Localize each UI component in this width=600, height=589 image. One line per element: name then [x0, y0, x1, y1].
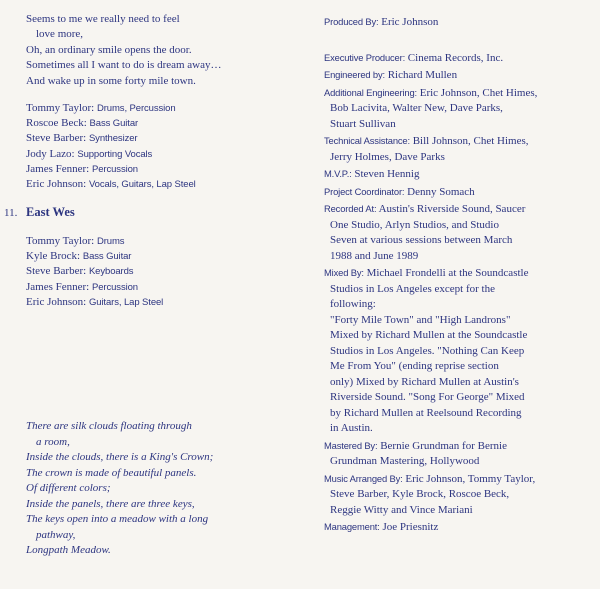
lyrics-excerpt: [26, 12, 316, 89]
musician-name: Eric Johnson:: [26, 295, 87, 308]
credit-value: Austin's Riverside Sound, Saucer: [378, 203, 526, 215]
musician-credits-track-11: [26, 234, 316, 310]
credit-label: Recorded At:: [324, 203, 377, 214]
credit-value: Bill Johnson, Chet Himes,: [412, 135, 529, 147]
credit-music-arranged-by: [324, 471, 594, 519]
musician-name: Tommy Taylor:: [26, 235, 95, 247]
credit-project-coordinator: [324, 184, 594, 201]
poem-line: Of different colors;: [26, 482, 111, 494]
credit-value: Riverside Sound. "Song For George" Mixed: [330, 391, 525, 403]
credit-value: Steve Barber, Kyle Brock, Roscoe Beck,: [330, 488, 510, 500]
credit-value: Studios in Los Angeles except for the: [330, 282, 495, 295]
musician-name: Jody Lazo:: [26, 147, 75, 160]
credit-value: Joe Priesnitz: [382, 521, 439, 533]
credit-value: Stuart Sullivan: [330, 117, 396, 130]
musician-role: Drums: [96, 236, 125, 247]
credit-line: [26, 280, 316, 295]
lyric-line: Oh, an ordinary smile opens the door.: [26, 43, 192, 56]
credit-label: Project Coordinator:: [324, 185, 405, 197]
poem-line: Inside the clouds, there is a King's Crown;: [26, 451, 214, 463]
credit-technical-assistance: [324, 133, 594, 165]
credit-value: 1988 and June 1989: [330, 249, 419, 262]
musician-credits-track-10: [26, 101, 316, 192]
musician-role: Supporting Vocals: [77, 148, 153, 160]
credit-value: One Studio, Arlyn Studios, and Studio: [330, 218, 499, 231]
credit-value: "Forty Mile Town" and "High Landrons": [330, 313, 511, 326]
credit-line: [26, 249, 316, 264]
musician-name: Steve Barber:: [26, 265, 87, 278]
credit-value: Cinema Records, Inc.: [407, 51, 504, 64]
credit-line: [26, 116, 316, 131]
credit-value: Michael Frondelli at the Soundcastle: [366, 267, 529, 279]
credit-additional-engineering: [324, 85, 594, 133]
musician-name: Kyle Brock:: [26, 250, 81, 263]
credit-line: [26, 162, 316, 177]
credit-line: [26, 131, 316, 146]
credit-value: Bob Lacivita, Walter New, Dave Parks,: [330, 102, 503, 114]
lyric-line: love more,: [36, 28, 84, 41]
poem-line: pathway,: [36, 528, 76, 541]
credit-label: Management:: [324, 521, 380, 532]
credit-label: Mastered By:: [324, 439, 378, 451]
musician-role: Keyboards: [88, 266, 134, 278]
musician-name: Tommy Taylor:: [26, 102, 95, 114]
credit-value: Mixed by Richard Mullen at the Soundcastle: [330, 329, 528, 341]
musician-name: Roscoe Beck:: [26, 117, 87, 130]
credit-value: Eric Johnson: [381, 16, 439, 28]
credit-value: in Austin.: [330, 422, 373, 434]
production-credits: [324, 14, 594, 537]
credit-label: Executive Producer:: [324, 51, 406, 63]
credit-mvp: [324, 166, 594, 183]
credit-label: Engineered by:: [324, 69, 385, 80]
musician-role: Vocals, Guitars, Lap Steel: [88, 179, 196, 191]
track-title: East Wes: [26, 205, 75, 219]
credit-value: Eric Johnson, Tommy Taylor,: [405, 472, 536, 485]
track-number: 11.: [4, 207, 18, 219]
lyric-line: Sometimes all I want to do is dream away…: [26, 59, 222, 72]
credit-label: Music Arranged By:: [324, 472, 403, 484]
poem: [26, 419, 316, 559]
credit-label: Produced By:: [324, 16, 379, 27]
credit-value: Richard Mullen: [387, 69, 458, 81]
credit-line: [26, 295, 316, 310]
poem-line: The keys open into a meadow with a long: [26, 513, 209, 525]
musician-name: Eric Johnson:: [26, 178, 87, 191]
credit-value: following:: [330, 298, 376, 310]
credit-value: by Richard Mullen at Reelsound Recording: [330, 406, 522, 419]
lyric-line: And wake up in some forty mile town.: [26, 74, 196, 87]
musician-name: James Fenner:: [26, 280, 90, 293]
credit-line: [26, 147, 316, 162]
credit-value: Jerry Holmes, Dave Parks: [330, 150, 445, 163]
credit-mixed-by: [324, 265, 594, 437]
musician-role: Percussion: [91, 281, 138, 293]
poem-line: Longpath Meadow.: [26, 544, 111, 556]
musician-role: Percussion: [91, 163, 138, 175]
credit-value: Steven Hennig: [354, 168, 420, 180]
credit-value: Reggie Witty and Vince Mariani: [330, 503, 473, 516]
track-heading: [0, 205, 200, 220]
credit-value: Grundman Mastering, Hollywood: [330, 455, 480, 467]
musician-role: Guitars, Lap Steel: [88, 296, 164, 308]
credit-produced-by: [324, 14, 594, 31]
credit-line: [26, 101, 316, 116]
credit-executive-producer: [324, 50, 594, 67]
credit-value: Studios in Los Angeles. "Nothing Can Keep: [330, 344, 525, 357]
credit-line: [26, 177, 316, 192]
credit-value: Me From You" (ending reprise section: [330, 360, 499, 372]
credit-label: Technical Assistance:: [324, 135, 410, 146]
poem-line: a room,: [36, 435, 70, 448]
musician-role: Bass Guitar: [89, 118, 139, 130]
credit-management: [324, 519, 594, 536]
musician-role: Bass Guitar: [82, 251, 132, 263]
credit-label: Mixed By:: [324, 267, 364, 278]
credit-value: Seven at various sessions between March: [330, 234, 513, 246]
credit-line: [26, 234, 316, 249]
credit-value: only) Mixed by Richard Mullen at Austin's: [330, 375, 519, 388]
credit-value: Bernie Grundman for Bernie: [380, 439, 507, 452]
musician-name: James Fenner:: [26, 162, 90, 175]
credit-mastered-by: [324, 438, 594, 470]
musician-name: Steve Barber:: [26, 132, 87, 145]
credit-value: Denny Somach: [407, 185, 475, 198]
credit-recorded-at: [324, 201, 594, 264]
credit-value: Eric Johnson, Chet Himes,: [419, 86, 538, 99]
poem-line: Inside the panels, there are three keys,: [26, 497, 195, 510]
credit-label: Additional Engineering:: [324, 86, 417, 98]
credit-line: [26, 264, 316, 279]
credit-label: M.V.P.:: [324, 168, 352, 179]
poem-line: There are silk clouds floating through: [26, 420, 192, 432]
musician-role: Synthesizer: [88, 133, 138, 145]
lyric-line: Seems to me we really need to feel: [26, 13, 180, 25]
poem-line: The crown is made of beautiful panels.: [26, 466, 197, 479]
credit-engineered-by: [324, 67, 594, 84]
musician-role: Drums, Percussion: [96, 103, 176, 114]
